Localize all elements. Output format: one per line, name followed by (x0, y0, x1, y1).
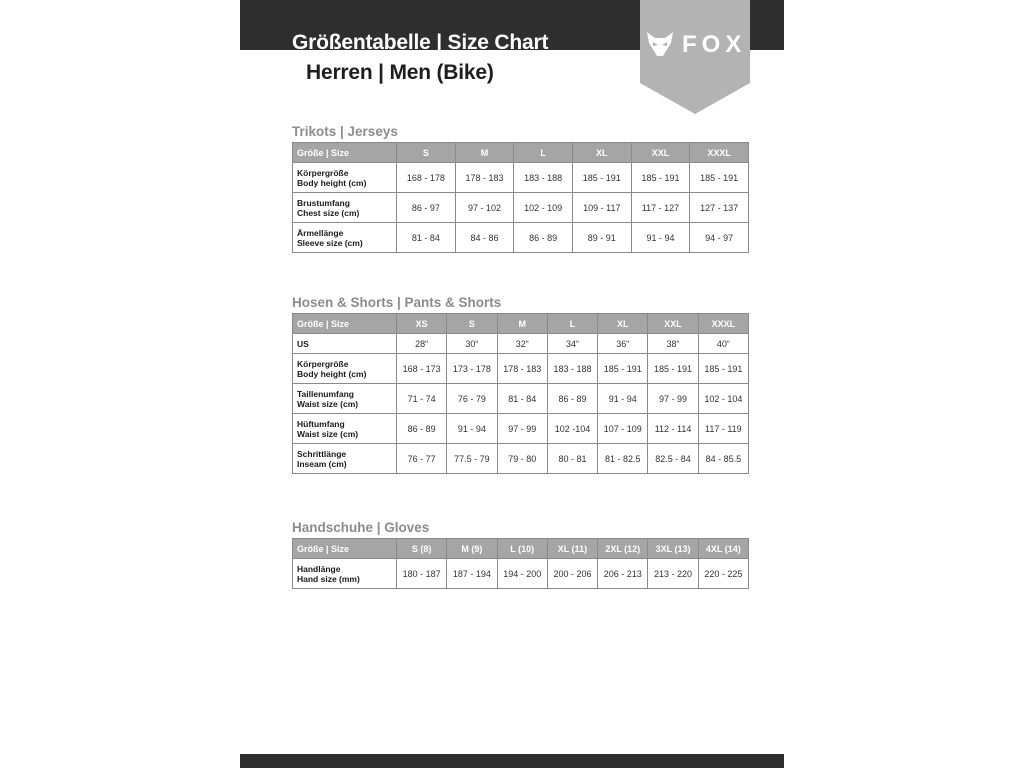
table-cell: 206 - 213 (598, 559, 648, 589)
size-column-header: L (547, 314, 597, 334)
size-column-header: 4XL (14) (698, 539, 748, 559)
pants-table (292, 313, 749, 474)
table-header-row (293, 314, 749, 334)
table-cell: 91 - 94 (631, 223, 690, 253)
table-cell: 200 - 206 (547, 559, 597, 589)
table-cell: 81 - 84 (497, 384, 547, 414)
size-column-header: XL (572, 143, 631, 163)
page-title: Größentabelle | Size Chart (292, 31, 549, 54)
table-cell: 84 - 86 (455, 223, 514, 253)
row-label (293, 414, 397, 444)
table-row (293, 163, 749, 193)
row-label-de: Hüftumfang (297, 418, 345, 429)
table-cell: 84 - 85.5 (698, 444, 748, 474)
table-cell: 86 - 89 (547, 384, 597, 414)
row-label-en: Body height (cm) (297, 368, 367, 379)
table-cell: 79 - 80 (497, 444, 547, 474)
table-cell: 112 - 114 (648, 414, 698, 444)
table-cell: 117 - 127 (631, 193, 690, 223)
size-column-header: M (497, 314, 547, 334)
footer-band (240, 754, 784, 768)
table-cell: 107 - 109 (598, 414, 648, 444)
table-cell: 40“ (698, 334, 748, 354)
table-cell: 168 - 173 (397, 354, 447, 384)
table-cell: 185 - 191 (690, 163, 749, 193)
table-cell: 97 - 102 (455, 193, 514, 223)
table-cell: 102 -104 (547, 414, 597, 444)
section-title-jerseys: Trikots | Jerseys (292, 124, 398, 139)
size-column-header: XL (598, 314, 648, 334)
table-cell: 220 - 225 (698, 559, 748, 589)
row-label-de: Brustumfang (297, 197, 350, 208)
size-column-header: L (514, 143, 573, 163)
size-header-label: Größe | Size (293, 539, 397, 559)
table-cell: 71 - 74 (397, 384, 447, 414)
row-label-en: Hand size (mm) (297, 573, 360, 584)
table-cell: 82.5 - 84 (648, 444, 698, 474)
table-cell: 80 - 81 (547, 444, 597, 474)
table-header-row (293, 143, 749, 163)
row-label (293, 384, 397, 414)
table-cell: 30“ (447, 334, 497, 354)
table-cell: 77.5 - 79 (447, 444, 497, 474)
table-cell: 76 - 79 (447, 384, 497, 414)
table-cell: 36“ (598, 334, 648, 354)
table-row (293, 559, 749, 589)
table-cell: 97 - 99 (497, 414, 547, 444)
table-cell: 91 - 94 (447, 414, 497, 444)
table-row (293, 334, 749, 354)
table-cell: 127 - 137 (690, 193, 749, 223)
size-column-header: S (8) (397, 539, 447, 559)
row-label (293, 163, 397, 193)
table-row (293, 414, 749, 444)
gloves-table (292, 538, 749, 589)
row-label (293, 223, 397, 253)
size-chart-page (240, 0, 784, 768)
table-cell: 117 - 119 (698, 414, 748, 444)
size-header-label: Größe | Size (293, 143, 397, 163)
row-label-en: Body height (cm) (297, 177, 367, 188)
row-label-de: Körpergröße (297, 167, 349, 178)
table-cell: 86 - 89 (397, 414, 447, 444)
table-cell: 86 - 89 (514, 223, 573, 253)
row-label-en: Inseam (cm) (297, 458, 347, 469)
table-cell: 28“ (397, 334, 447, 354)
row-label-en: Sleeve size (cm) (297, 237, 363, 248)
fox-head-icon (646, 30, 674, 58)
size-column-header: XXL (631, 143, 690, 163)
table-row (293, 354, 749, 384)
jerseys-table (292, 142, 749, 253)
row-label-en: Chest size (cm) (297, 207, 360, 218)
table-cell: 183 - 188 (547, 354, 597, 384)
size-column-header: L (10) (497, 539, 547, 559)
table-cell: 194 - 200 (497, 559, 547, 589)
table-cell: 185 - 191 (698, 354, 748, 384)
size-column-header: M (455, 143, 514, 163)
table-cell: 185 - 191 (598, 354, 648, 384)
table-cell: 185 - 191 (648, 354, 698, 384)
row-label-en: Waist size (cm) (297, 428, 359, 439)
table-row (293, 384, 749, 414)
row-label-de: Taillenumfang (297, 388, 354, 399)
table-cell: 213 - 220 (648, 559, 698, 589)
table-cell: 97 - 99 (648, 384, 698, 414)
table-cell: 81 - 82.5 (598, 444, 648, 474)
row-label (293, 354, 397, 384)
table-cell: 178 - 183 (455, 163, 514, 193)
size-column-header: 3XL (13) (648, 539, 698, 559)
size-column-header: M (9) (447, 539, 497, 559)
table-row (293, 444, 749, 474)
row-label-de: Körpergröße (297, 358, 349, 369)
row-label (293, 444, 397, 474)
table-cell: 86 - 97 (397, 193, 456, 223)
table-cell: 76 - 77 (397, 444, 447, 474)
table-cell: 173 - 178 (447, 354, 497, 384)
section-title-pants: Hosen & Shorts | Pants & Shorts (292, 295, 502, 310)
table-cell: 168 - 178 (397, 163, 456, 193)
size-column-header: XXXL (698, 314, 748, 334)
row-label-de: Handlänge (297, 563, 341, 574)
table-cell: 38“ (648, 334, 698, 354)
row-label: US (293, 334, 397, 354)
table-cell: 109 - 117 (572, 193, 631, 223)
size-column-header: XL (11) (547, 539, 597, 559)
brand-logo-text: FOX (682, 31, 747, 58)
table-cell: 185 - 191 (572, 163, 631, 193)
table-cell: 102 - 104 (698, 384, 748, 414)
size-column-header: XXL (648, 314, 698, 334)
table-cell: 94 - 97 (690, 223, 749, 253)
table-cell: 34“ (547, 334, 597, 354)
table-header-row (293, 539, 749, 559)
size-header-label: Größe | Size (293, 314, 397, 334)
table-cell: 183 - 188 (514, 163, 573, 193)
table-cell: 185 - 191 (631, 163, 690, 193)
size-column-header: 2XL (12) (598, 539, 648, 559)
row-label-de: Schrittlänge (297, 448, 347, 459)
size-column-header: S (447, 314, 497, 334)
table-cell: 32“ (497, 334, 547, 354)
row-label (293, 193, 397, 223)
row-label-en: Waist size (cm) (297, 398, 359, 409)
size-column-header: S (397, 143, 456, 163)
table-cell: 102 - 109 (514, 193, 573, 223)
table-cell: 180 - 187 (397, 559, 447, 589)
table-cell: 187 - 194 (447, 559, 497, 589)
page-subtitle: Herren | Men (Bike) (306, 61, 494, 84)
section-title-gloves: Handschuhe | Gloves (292, 520, 430, 535)
table-row (293, 223, 749, 253)
table-cell: 91 - 94 (598, 384, 648, 414)
table-cell: 89 - 91 (572, 223, 631, 253)
row-label (293, 559, 397, 589)
size-column-header: XXXL (690, 143, 749, 163)
table-cell: 81 - 84 (397, 223, 456, 253)
row-label-de: Ärmellänge (297, 227, 344, 238)
table-row (293, 193, 749, 223)
size-column-header: XS (397, 314, 447, 334)
table-cell: 178 - 183 (497, 354, 547, 384)
